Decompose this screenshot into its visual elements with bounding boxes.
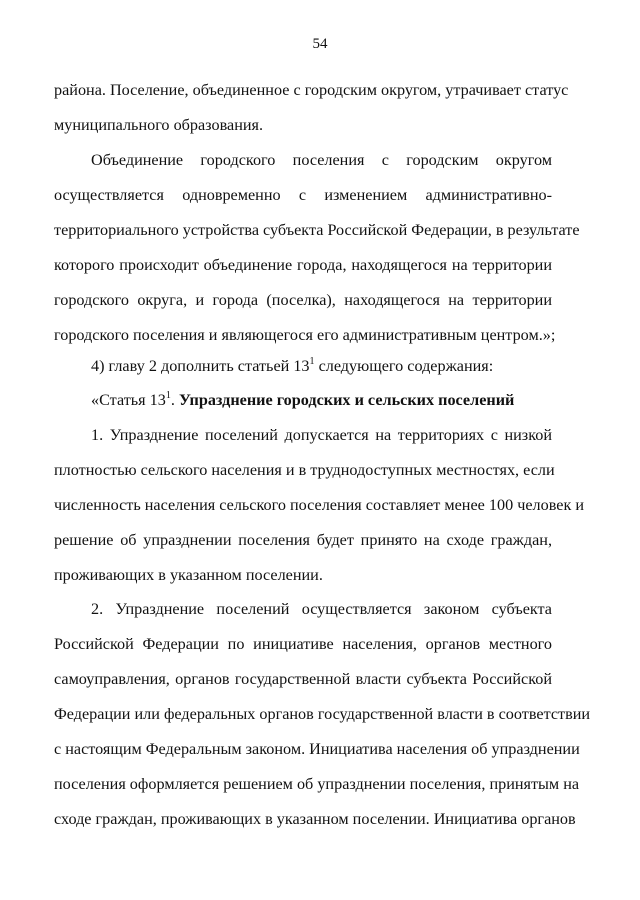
text-line: плотностью сельского населения и в труднодоступных местностях, если bbox=[54, 461, 555, 479]
text-fragment: 4) главу 2 дополнить статьей 13 bbox=[91, 357, 310, 375]
article-heading bbox=[91, 389, 552, 411]
page-number: 54 bbox=[312, 36, 328, 52]
text-fragment: следующего содержания: bbox=[314, 357, 494, 375]
text-line: 2. Упразднение поселений осуществляется законом субъекта bbox=[91, 600, 552, 618]
article-number: «Статья 13 bbox=[91, 391, 166, 409]
text-line: Федерации или федеральных органов государственной власти в соответствии bbox=[54, 705, 591, 723]
text-fragment: . bbox=[170, 391, 179, 409]
text-line: района. Поселение, объединенное с городским округом, утрачивает статус bbox=[54, 81, 569, 99]
text-line: городского округа, и города (поселка), находящегося на территории bbox=[54, 291, 552, 309]
text-line: муниципального образования. bbox=[54, 116, 264, 134]
text-line: с настоящим Федеральным законом. Инициатива населения об упразднении bbox=[54, 740, 580, 758]
text-line: 1. Упразднение поселений допускается на территориях с низкой bbox=[91, 426, 552, 444]
text-line: Объединение городского поселения с городским округом bbox=[91, 151, 552, 169]
text-line: территориального устройства субъекта Российской Федерации, в результате bbox=[54, 221, 580, 239]
superscript: 1 bbox=[165, 390, 171, 401]
text-line: сходе граждан, проживающих в указанном поселении. Инициатива органов bbox=[54, 810, 576, 828]
text-line: поселения оформляется решением об упразднении поселения, принятым на bbox=[54, 775, 580, 793]
text-line: решение об упразднении поселения будет принято на сходе граждан, bbox=[54, 531, 552, 549]
superscript: 1 bbox=[309, 356, 315, 367]
text-line: проживающих в указанном поселении. bbox=[54, 566, 323, 584]
text-line: численность населения сельского поселения составляет менее 100 человек и bbox=[54, 496, 585, 514]
text-line: которого происходит объединение города, находящегося на территории bbox=[54, 256, 552, 274]
article-title: Упразднение городских и сельских поселений bbox=[178, 391, 515, 409]
text-line: городского поселения и являющегося его административным центром.»; bbox=[54, 326, 556, 344]
text-line: осуществляется одновременно с изменением административно- bbox=[54, 186, 552, 204]
text-line: Российской Федерации по инициативе населения, органов местного bbox=[54, 635, 552, 653]
amendment-line bbox=[91, 355, 552, 377]
text-line: самоуправления, органов государственной власти субъекта Российской bbox=[54, 670, 552, 688]
